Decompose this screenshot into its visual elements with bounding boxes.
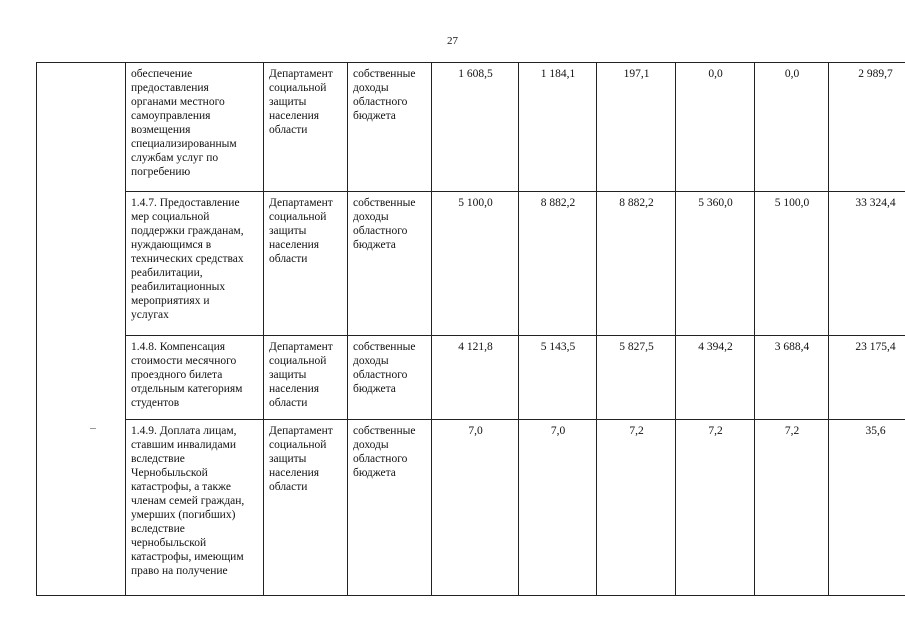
measure-description: 1.4.7. Предоставление мер социальной поддержки гражданам, нуждающимся в технических средствах реабилитации, реабилитационных мероприятиях и услугах [126,192,264,336]
value-year-3: 5 827,5 [597,336,676,420]
value-year-1: 1 608,5 [432,63,519,192]
value-total: 35,6 [829,420,905,596]
funding-source-cell: собственные доходы областного бюджета [348,420,432,596]
value-year-3: 8 882,2 [597,192,676,336]
executor-cell: Департамент социальной защиты населения области [264,336,348,420]
value-year-5: 7,2 [755,420,829,596]
value-total: 23 175,4 [829,336,905,420]
value-year-4: 7,2 [676,420,755,596]
table-row [37,192,905,336]
funding-source-cell: собственные доходы областного бюджета [348,63,432,192]
executor-cell: Департамент социальной защиты населения области [264,192,348,336]
executor-cell: Департамент социальной защиты населения области [264,420,348,596]
value-year-2: 8 882,2 [519,192,597,336]
page-number: 27 [447,35,458,47]
table-row [37,420,905,596]
measure-description: 1.4.8. Компенсация стоимости месячного проездного билета отдельным категориям студентов [126,336,264,420]
value-year-2: 5 143,5 [519,336,597,420]
funding-source-cell: собственные доходы областного бюджета [348,336,432,420]
value-year-3: 7,2 [597,420,676,596]
value-year-2: 1 184,1 [519,63,597,192]
executor-cell: Департамент социальной защиты населения области [264,63,348,192]
measure-description: 1.4.9. Доплата лицам, ставшим инвалидами вследствие Чернобыльской катастрофы, а также членам семей граждан, умерших (погибших) вследствие чернобыльской катастрофы, имеющим право на получение [126,420,264,596]
value-year-1: 5 100,0 [432,192,519,336]
value-year-1: 7,0 [432,420,519,596]
value-year-4: 4 394,2 [676,336,755,420]
value-year-2: 7,0 [519,420,597,596]
value-year-3: 197,1 [597,63,676,192]
scan-mark [90,428,96,429]
measure-description: обеспечение предоставления органами местного самоуправления возмещения специализированным службам услуг по погребению [126,63,264,192]
budget-table [36,62,905,596]
value-year-5: 5 100,0 [755,192,829,336]
value-year-1: 4 121,8 [432,336,519,420]
value-year-4: 5 360,0 [676,192,755,336]
table-row [37,336,905,420]
value-total: 33 324,4 [829,192,905,336]
value-year-5: 3 688,4 [755,336,829,420]
value-year-4: 0,0 [676,63,755,192]
value-total: 2 989,7 [829,63,905,192]
funding-source-cell: собственные доходы областного бюджета [348,192,432,336]
table-row [37,63,905,192]
merged-blank-cell [37,63,126,596]
value-year-5: 0,0 [755,63,829,192]
